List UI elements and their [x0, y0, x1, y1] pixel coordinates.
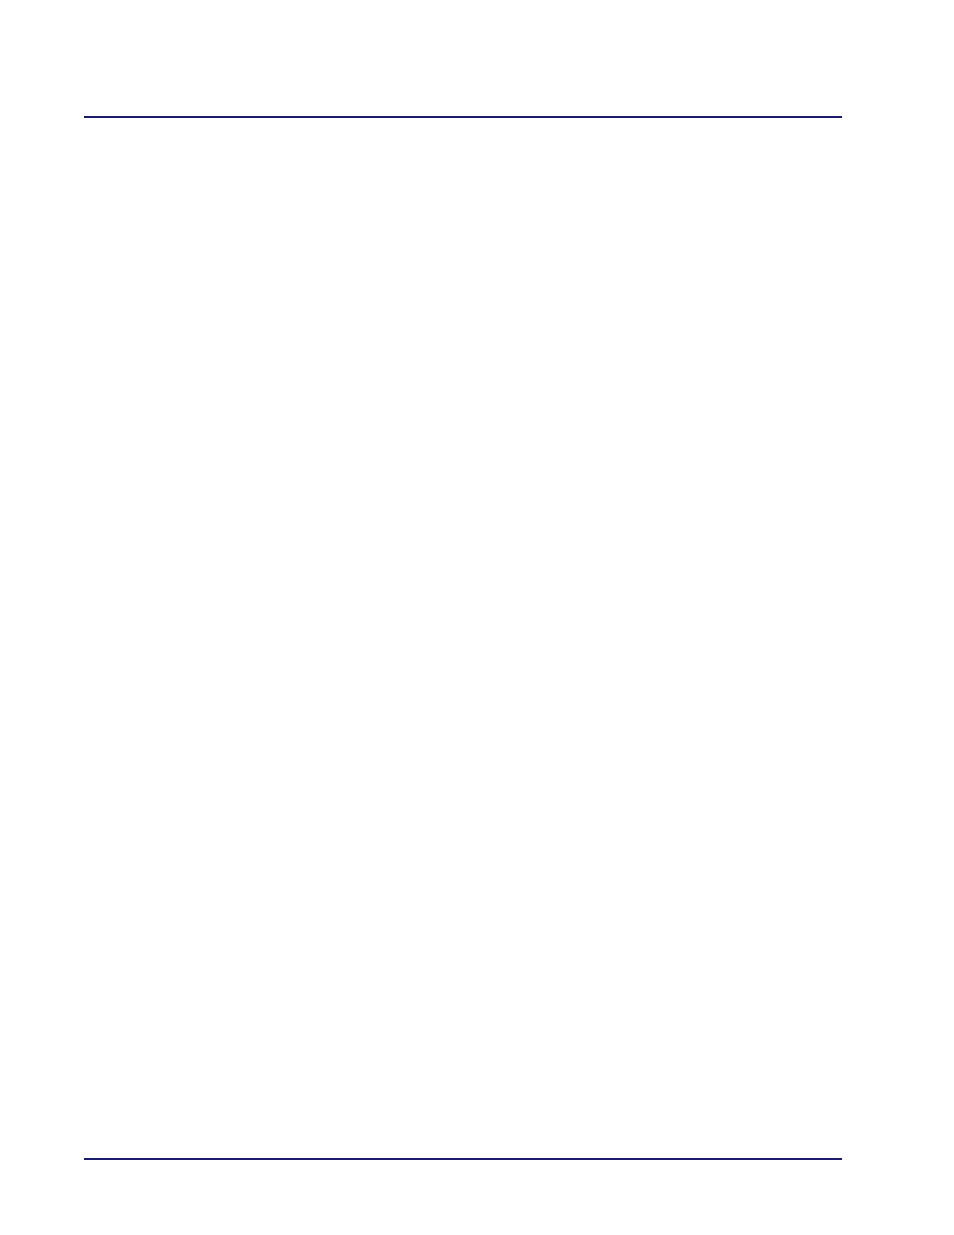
example-row — [169, 288, 179, 306]
header-divider — [84, 116, 842, 118]
footer-divider — [84, 1158, 842, 1160]
